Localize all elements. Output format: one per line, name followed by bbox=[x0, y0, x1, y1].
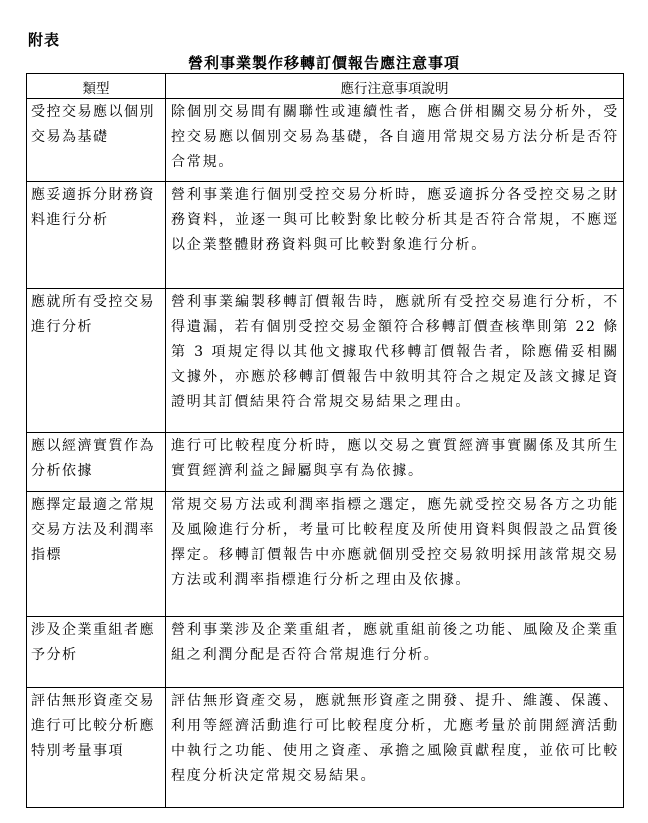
table-header-row bbox=[27, 74, 624, 99]
row-type: 涉及企業重組者應予分析 bbox=[27, 617, 166, 688]
row-description: 營利事業涉及企業重組者，應就重組前後之功能、風險及企業重組之利潤分配是否符合常規進行分析。 bbox=[166, 617, 624, 688]
row-type: 應以經濟實質作為分析依據 bbox=[27, 433, 166, 492]
row-type: 應擇定最適之常規交易方法及利潤率指標 bbox=[27, 492, 166, 617]
document-title: 營利事業製作移轉訂價報告應注意事項 bbox=[187, 54, 460, 72]
table-row bbox=[27, 492, 624, 617]
row-description: 進行可比較程度分析時，應以交易之實質經濟事實關係及其所生實質經濟利益之歸屬與享有為依據。 bbox=[166, 433, 624, 492]
notes-table bbox=[26, 73, 624, 808]
table-row bbox=[27, 617, 624, 688]
row-type: 應就所有受控交易進行分析 bbox=[27, 289, 166, 433]
row-description: 營利事業編製移轉訂價報告時，應就所有受控交易進行分析，不得遺漏，若有個別受控交易金額符合移轉訂價查核準則第 22 條第 3 項規定得以其他文據取代移轉訂價報告者，除應備妥相關文據外，亦應於移轉訂價報告中敘明其符合之規定及該文據足資證明其訂價結果符合常規交易結果之理由。 bbox=[166, 289, 624, 433]
row-type: 受控交易應以個別交易為基礎 bbox=[27, 99, 166, 182]
appendix-label: 附表 bbox=[28, 31, 61, 49]
header-description: 應行注意事項說明 bbox=[166, 74, 624, 99]
header-type: 類型 bbox=[27, 74, 166, 99]
row-description: 常規交易方法或利潤率指標之選定，應先就受控交易各方之功能及風險進行分析，考量可比較程度及所使用資料與假設之品質後擇定。移轉訂價報告中亦應就個別受控交易敘明採用該常規交易方法或利潤率指標進行分析之理由及依據。 bbox=[166, 492, 624, 617]
table-row bbox=[27, 289, 624, 433]
row-type: 應妥適拆分財務資料進行分析 bbox=[27, 182, 166, 289]
table-row bbox=[27, 182, 624, 289]
row-type: 評估無形資產交易進行可比較分析應特別考量事項 bbox=[27, 688, 166, 808]
table-row bbox=[27, 433, 624, 492]
table-row bbox=[27, 688, 624, 808]
row-description: 除個別交易間有關聯性或連續性者，應合併相關交易分析外，受控交易應以個別交易為基礎，各自適用常規交易方法分析是否符合常規。 bbox=[166, 99, 624, 182]
row-description: 評估無形資產交易，應就無形資產之開發、提升、維護、保護、利用等經濟活動進行可比較程度分析，尤應考量於前開經濟活動中執行之功能、使用之資產、承擔之風險貢獻程度，並依可比較程度分析決定常規交易結果。 bbox=[166, 688, 624, 808]
row-description: 營利事業進行個別受控交易分析時，應妥適拆分各受控交易之財務資料，並逐一與可比較對象比較分析其是否符合常規，不應逕以企業整體財務資料與可比較對象進行分析。 bbox=[166, 182, 624, 289]
table-row bbox=[27, 99, 624, 182]
